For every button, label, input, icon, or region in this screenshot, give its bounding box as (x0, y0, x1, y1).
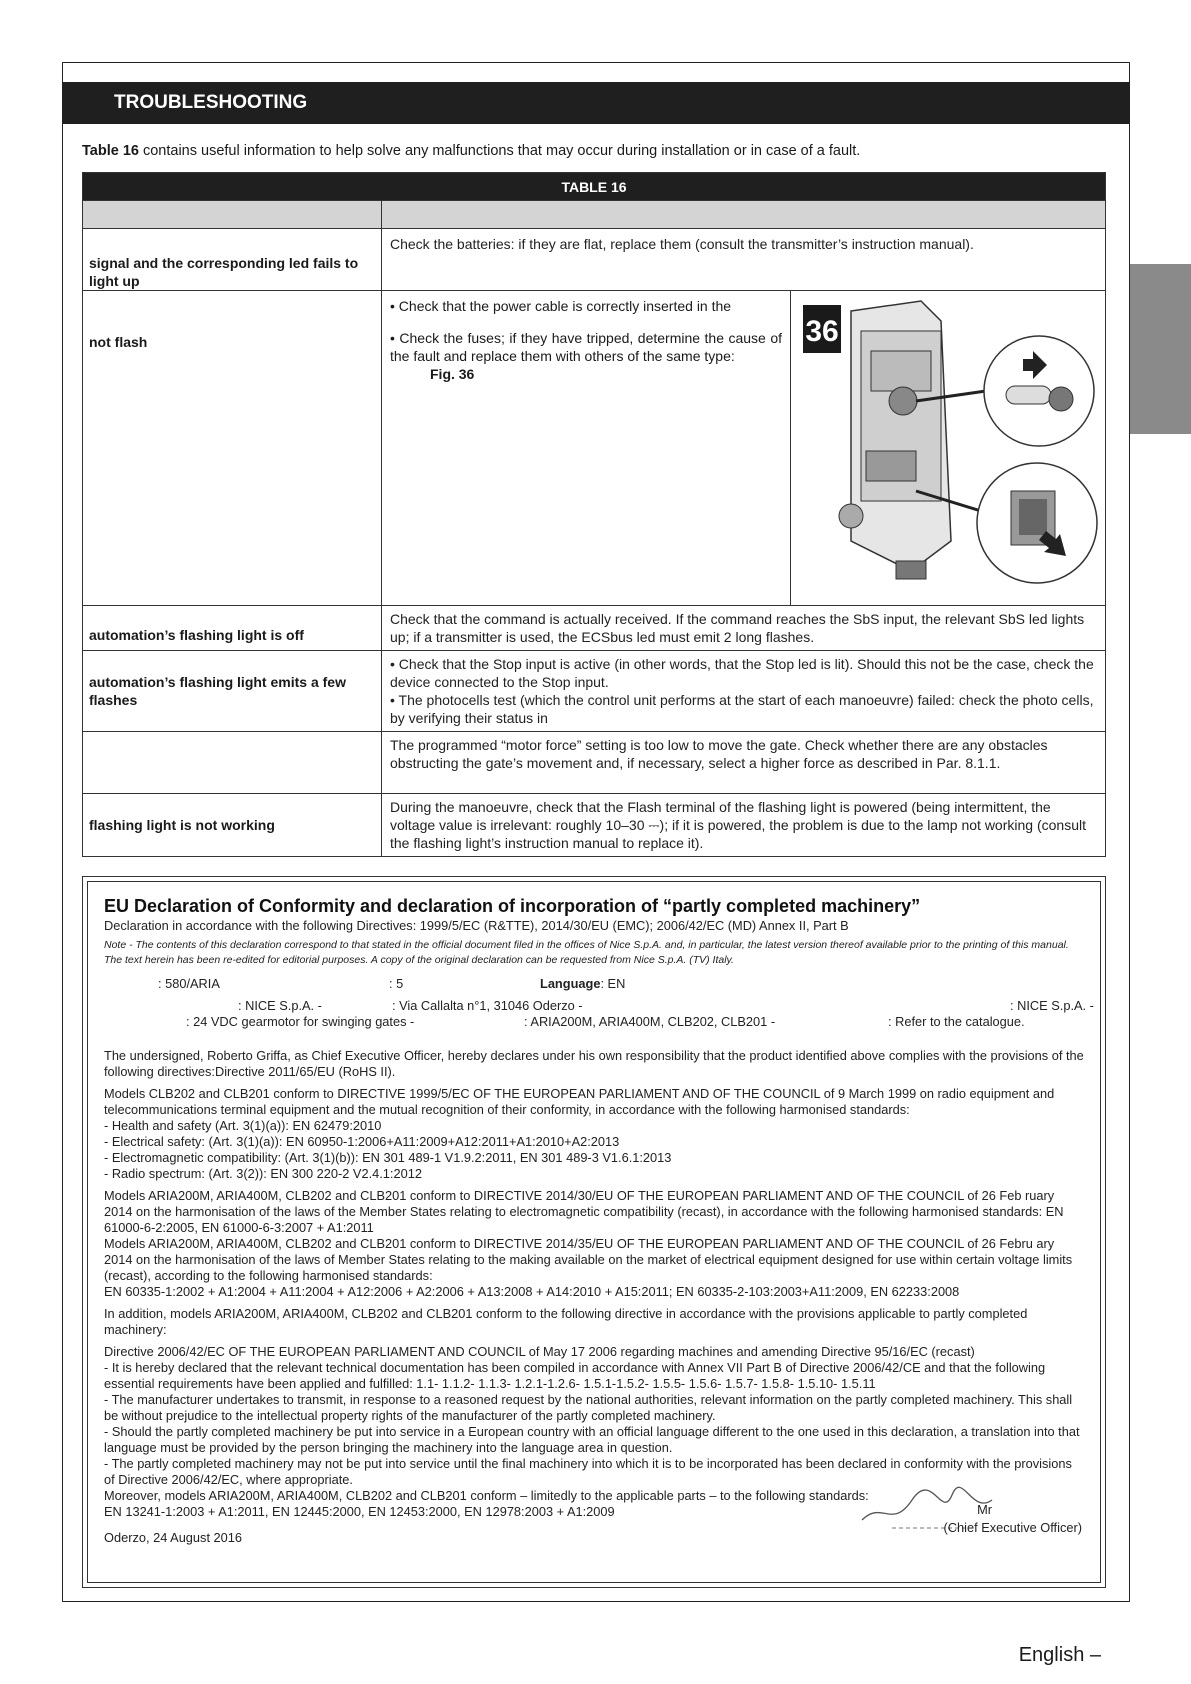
standard-item: - Health and safety (Art. 3(1)(a)): EN 62479:2010 (104, 1118, 382, 1133)
solution-cell: Check that the command is actually received. If the command reaches the SbS input, the relevant SbS led lights up; if a transmitter is used, the ECSbus led must emit 2 long flashes. (382, 606, 1106, 651)
symptom-cell: automation’s flashing light is off (83, 606, 382, 651)
declaration-paragraph: Models ARIA200M, ARIA400M, CLB202 and CLB201 conform to DIRECTIVE 2014/35/EU OF THE EUROPEAN PARLIAMENT AND OF THE COUNCIL of 26 Febru ary 2014 on the harmonisation of the laws of Member States relating to the making available on the market of electrical equipment designed for use within certain voltage limits (recast), according to the following harmonised standards: (104, 1236, 1073, 1283)
declaration-paragraph: Models CLB202 and CLB201 conform to DIRECTIVE 1999/5/EC OF THE EUROPEAN PARLIAMENT AND OF THE COUNCIL of 9 March 1999 on radio equipment and telecommunications terminal equipment and the mutual recognition of their conformity, in accordance with the following harmonised standards: (104, 1086, 1055, 1117)
declaration-paragraph: The undersigned, Roberto Griffa, as Chief Executive Officer, hereby declares under his own responsibility that the product identified above complies with the provisions of the following directives:Directive 2011/65/EU (RoHS II). (104, 1048, 1084, 1079)
intro-text (82, 143, 860, 159)
solution-bullet: • Check that the power cable is correctly inserted in the (390, 298, 732, 314)
declaration-title: EU Declaration of Conformity and declaration of incorporation of “partly completed machinery” (104, 896, 921, 916)
standard-item: - Electromagnetic compatibility: (Art. 3(1)(b)): EN 301 489-1 V1.9.2:2011, EN 301 489-3 V1.6.1:2013 (104, 1150, 672, 1165)
symptom-cell: flashing light is not working (83, 794, 382, 857)
declaration-date: Oderzo, 24 August 2016 (104, 1530, 243, 1545)
standard-item: - Radio spectrum: (Art. 3(2)): EN 300 220-2 V2.4.1:2012 (104, 1166, 422, 1181)
solution-bullet: • Check the fuses; if they have tripped, determine the cause of the fault and replace them with others of the same type: (390, 330, 782, 364)
field-language: : EN (600, 976, 626, 991)
solution-cell: The programmed “motor force” setting is too low to move the gate. Check whether there are any obstacles obstructing the gate’s movement and, if necessary, select a higher force as described in Par. 8.1.1. (382, 732, 1106, 794)
eu-declaration-box (82, 876, 1106, 1588)
field-manufacturer: : NICE S.p.A. - (238, 998, 322, 1013)
table-title: TABLE 16 (83, 173, 1106, 201)
declaration-paragraph: - It is hereby declared that the relevant technical documentation has been compiled in accordance with Annex VII Part B of Directive 2006/42/CE and that the following essential requirements have been applied and fulfilled: 1.1- 1.1.2- 1.1.3- 1.2.1-1.2.6- 1.5.1-1.5.2- 1.5.5- 1.5.6- 1.5.7- 1.5.8- 1.5.10- 1.5.11 (104, 1360, 1046, 1391)
section-header: TROUBLESHOOTING (62, 82, 1130, 124)
figure-reference: Fig. 36 (430, 366, 475, 382)
symptom-cell: automation’s flashing light emits a few flashes (83, 651, 382, 732)
solution-cell: Check the batteries: if they are flat, replace them (consult the transmitter’s instruction manual). (382, 229, 1106, 291)
intro-bold: Table 16 (82, 143, 139, 159)
field-number: : 580/ARIA (158, 976, 220, 991)
page-footer: English – (1018, 1644, 1101, 1666)
signature-block (842, 1486, 1082, 1546)
troubleshooting-table (82, 172, 1106, 857)
declaration-paragraph: Directive 2006/42/EC OF THE EUROPEAN PARLIAMENT AND COUNCIL of May 17 2006 regarding machines and amending Directive 95/16/EC (recast) (104, 1344, 975, 1359)
table-row (83, 606, 1106, 651)
declaration-paragraph: In addition, models ARIA200M, ARIA400M, CLB202 and CLB201 conform to the following directive in accordance with the provisions applicable to partly completed machinery: (104, 1306, 1028, 1337)
solution-bullet: • The photocells test (which the control unit performs at the start of each manoeuvre) failed: check the photo cells, by verifying their status in (390, 692, 1094, 726)
field-revision: : 5 (389, 976, 404, 991)
signature-mr: Mr (977, 1502, 992, 1517)
table-row (83, 229, 1106, 291)
solution-bullet: • Check that the Stop input is active (in other words, that the Stop led is lit). Should this not be the case, check the device connected to the Stop input. (390, 656, 1094, 690)
figure-36 (790, 291, 1105, 605)
declaration-paragraph: - The partly completed machinery may not be put into service until the final machinery into which it is to be incorporated has been declared in conformity with the provisions of Directive 2006/42/EC, where appropriate. (104, 1456, 1072, 1487)
table-row (83, 794, 1106, 857)
solution-cell: During the manoeuvre, check that the Flash terminal of the flashing light is powered (being intermittent, the voltage value is irrelevant: roughly 10–30 ⎓); if it is powered, the problem is due to the lamp not working (consult the flashing light’s instruction manual to replace it). (382, 794, 1106, 857)
section-tab-marker (1130, 264, 1191, 434)
symptom-cell: signal and the corresponding led fails to light up (83, 229, 382, 291)
declaration-paragraph: - Should the partly completed machinery be put into service in a European country with an official language different to the one used in this declaration, a translation into that language must be provided by the person bringing the machinery into the language area in question. (104, 1424, 1080, 1455)
declaration-paragraph: Moreover, models ARIA200M, ARIA400M, CLB202 and CLB201 conform – limitedly to the applicable parts – to the following standards: (104, 1488, 869, 1503)
table-row (83, 651, 1106, 732)
declaration-paragraph: - The manufacturer undertakes to transmit, in response to a reasoned request by the national authorities, relevant information on the partly completed machinery. This shall be without prejudice to the intellectual property rights of the manufacturer of the partly completed machinery. (104, 1392, 1073, 1423)
standard-item: EN 13241-1:2003 + A1:2011, EN 12445:2000, EN 12453:2000, EN 12978:2003 + A1:2009 (104, 1504, 615, 1519)
standard-item: - Electrical safety: (Art. 3(1)(a)): EN 60950-1:2006+A11:2009+A12:2011+A1:2010+A2:2013 (104, 1134, 620, 1149)
declaration-subtitle: Declaration in accordance with the following Directives: 1999/5/EC (R&TTE), 2014/30/EU (EMC); 2006/42/EC (MD) Annex II, Part B (104, 918, 849, 933)
symptom-cell (83, 732, 382, 794)
signature-title: (Chief Executive Officer) (943, 1520, 1082, 1535)
declaration-note: Note - The contents of this declaration correspond to that stated in the official document filed in the offices of Nice S.p.A. and, in particular, the latest version thereof available prior to the printing of this manual. The text herein has been re-edited for editorial purposes. A copy of the original declaration can be requested from Nice S.p.A. (TV) Italy. (104, 939, 1069, 966)
standard-item: EN 60335-1:2002 + A1:2004 + A11:2004 + A12:2006 + A2:2006 + A13:2008 + A14:2010 + A15:2011; EN 60335-2-103:2003+A11:2009, EN 62233:2008 (104, 1284, 960, 1299)
symptom-cell: not flash (83, 291, 382, 606)
field-address: : Via Callalta n°1, 31046 Oderzo - (392, 998, 583, 1013)
table-row (83, 732, 1106, 794)
table-row (83, 291, 1106, 606)
figure-number: 36 (805, 315, 839, 348)
field-authorized: : NICE S.p.A. - (1010, 998, 1094, 1013)
fuse-illustration (791, 291, 1105, 601)
field-accessories: : Refer to the catalogue. (888, 1014, 1025, 1029)
intro-rest: contains useful information to help solve any malfunctions that may occur during installation or in case of a fault. (138, 143, 861, 159)
field-product-type: : 24 VDC gearmotor for swinging gates - (186, 1014, 415, 1029)
declaration-paragraph: Models ARIA200M, ARIA400M, CLB202 and CLB201 conform to DIRECTIVE 2014/30/EU OF THE EUROPEAN PARLIAMENT AND OF THE COUNCIL of 26 Feb ruary 2014 on the harmonisation of the laws of the Member States relating to electromagnetic compatibility (recast), in accordance with the following harmonised standards: EN 61000-6-2:2005, EN 61000-6-3:2007 + A1:2011 (104, 1188, 1064, 1235)
field-models: : ARIA200M, ARIA400M, CLB202, CLB201 - (524, 1014, 776, 1029)
table-header-row (83, 201, 1106, 229)
field-language-label: Language (540, 976, 601, 991)
